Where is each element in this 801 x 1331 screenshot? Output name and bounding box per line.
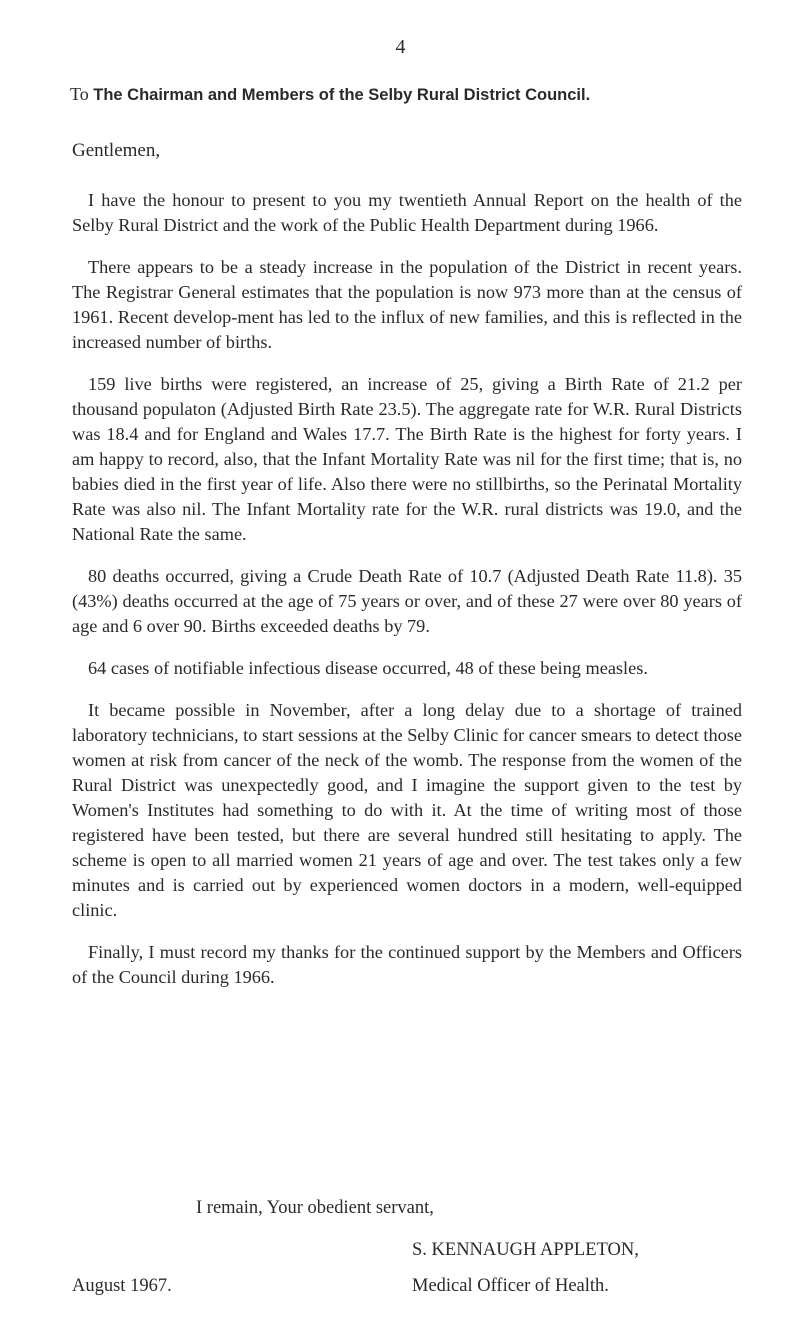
paragraph-cancer-clinic: It became possible in November, after a long delay due to a shortage of trained laboratory technicians, to start sessions at the Selby Clinic for cancer smears to detect those women at risk from cancer of the neck of the womb. The response from the women of the Rural District was unexpectedly good, and I imagine the support given to the test by Women's Institutes had something to do with it. At the time of writing most of those registered have been tested, but there are several hundred still hesitating to apply. The scheme is open to all married women 21 years of age and over. The test takes only a few minutes and is carried out by experienced women doctors in a modern, well-equipped clinic.: [72, 700, 742, 920]
closing-remark: I remain, Your obedient servant,: [196, 1198, 434, 1218]
paragraph-infectious-disease: 64 cases of notifiable infectious disease occurred, 48 of these being measles.: [88, 658, 648, 678]
paragraph-introduction: I have the honour to present to you my twentieth Annual Report on the health of the Selby Rural District and the work of the Public Health Department during 1966.: [72, 190, 742, 235]
addressee-line: [70, 84, 770, 105]
addressee-to: To: [70, 84, 89, 104]
paragraph-births: 159 live births were registered, an increase of 25, giving a Birth Rate of 21.2 per thousand populaton (Adjusted Birth Rate 23.5). The aggregate rate for W.R. Rural Districts was 18.4 and for England and Wales 17.7. The Birth Rate is the highest for forty years. I am happy to record, also, that the Infant Mortality Rate was nil for the first time; that is, no babies died in the first year of life. Also there were no stillbirths, so the Perinatal Mortality Rate was also nil. The Infant Mortality rate for the W.R. rural districts was 19.0, and the National Rate the same.: [72, 374, 742, 544]
report-date: August 1967.: [72, 1276, 172, 1296]
greeting: Gentlemen,: [72, 140, 161, 161]
paragraph-population: There appears to be a steady increase in the population of the District in recent years. The Registrar General estimates that the population is now 973 more than at the census of 1961. Recent develop-ment has led to the influx of new families, and this is reflected in the increased number of births.: [72, 257, 742, 352]
paragraph-deaths: 80 deaths occurred, giving a Crude Death Rate of 10.7 (Adjusted Death Rate 11.8). 35 (43%) deaths occurred at the age of 75 years or over, and of these 27 were over 80 years of age and 6 over 90. Births exceeded deaths by 79.: [72, 566, 742, 636]
signatory-title: Medical Officer of Health.: [412, 1276, 609, 1296]
paragraph-thanks: Finally, I must record my thanks for the continued support by the Members and Officers of the Council during 1966.: [72, 942, 742, 987]
signatory-name: S. KENNAUGH APPLETON,: [412, 1240, 639, 1260]
report-body: [72, 188, 742, 1007]
addressee-council: The Chairman and Members of the Selby Rural District Council.: [93, 86, 591, 104]
page-number: 4: [395, 36, 406, 58]
